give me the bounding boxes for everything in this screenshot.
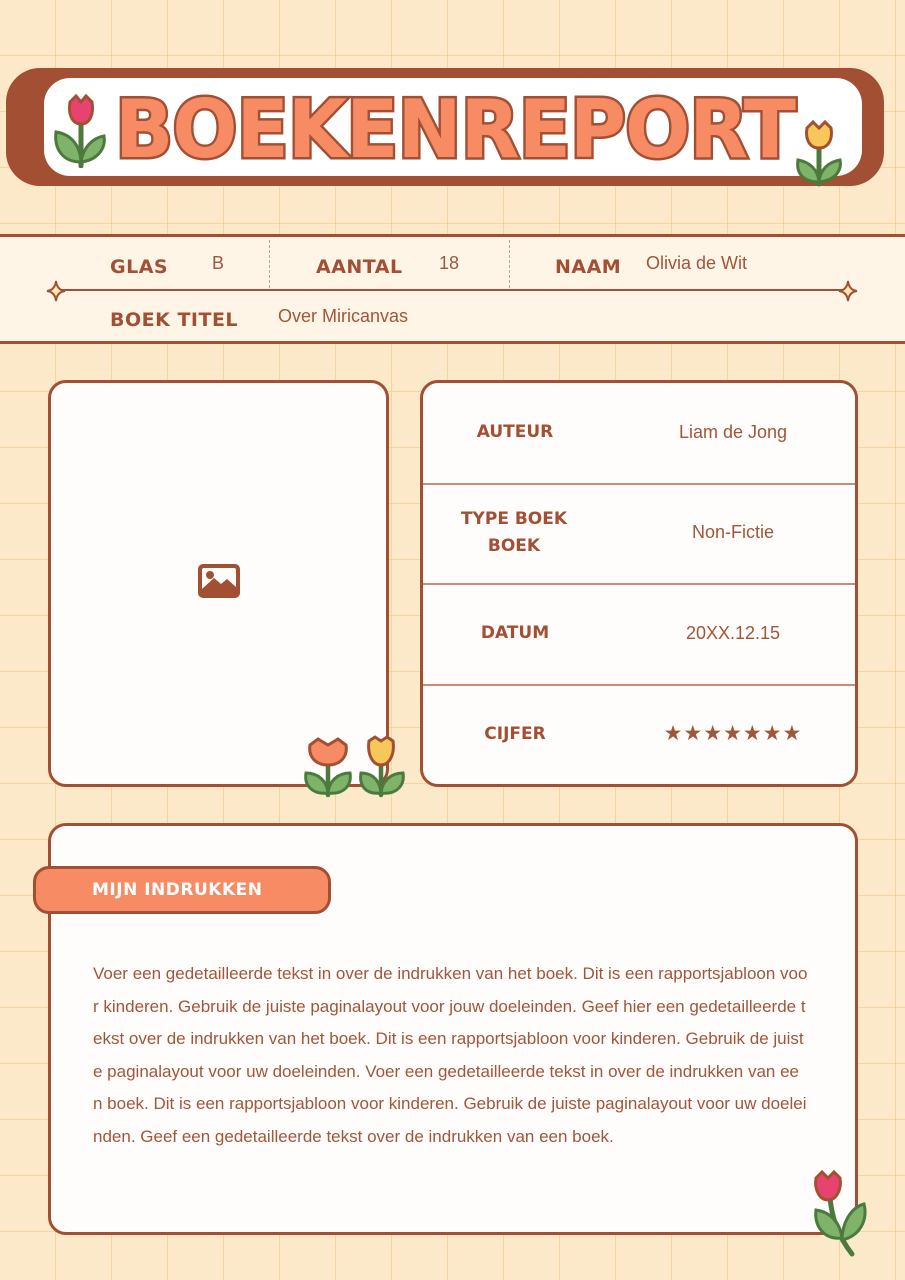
divider — [423, 583, 855, 585]
datum-label: DATUM — [480, 623, 550, 643]
tulip-icon — [357, 735, 407, 799]
image-icon — [197, 563, 241, 599]
diamond-icon — [46, 280, 66, 302]
divider — [509, 240, 510, 288]
auteur-label: AUTEUR — [476, 422, 554, 442]
glas-value: B — [212, 253, 225, 273]
page-title — [0, 60, 905, 190]
divider-line — [56, 289, 848, 291]
tulip-icon — [790, 120, 848, 188]
auteur-value: Liam de Jong — [678, 422, 788, 442]
svg-text:BOEKENREPORT: BOEKENREPORT — [115, 83, 797, 176]
rating-stars[interactable]: ★★★★★★★ — [663, 721, 803, 745]
type-boek-value: Non-Fictie — [691, 522, 775, 542]
aantal-label: AANTAL — [316, 256, 403, 278]
datum-value: 20XX.12.15 — [685, 623, 781, 643]
tulip-icon — [808, 1168, 870, 1258]
naam-value: Olivia de Wit — [646, 253, 748, 273]
type-boek-label: TYPE BOEK BOEK — [460, 509, 568, 556]
divider — [423, 684, 855, 686]
boek-titel-label: BOEK TITEL — [110, 309, 239, 331]
cijfer-label: CIJFER — [484, 724, 546, 744]
naam-label: NAAM — [555, 256, 622, 278]
impressions-heading: MIJN INDRUKKEN — [92, 880, 263, 900]
aantal-value: 18 — [439, 253, 460, 273]
divider — [269, 240, 270, 288]
tulip-icon — [302, 735, 354, 799]
glas-label: GLAS — [110, 256, 169, 278]
tulip-icon — [52, 92, 110, 168]
impressions-text[interactable]: Voer een gedetailleerde tekst in over de indrukken van het boek. Dit is een rapportsjabloon voor kinderen. Gebruik de juiste paginalayout voor jouw doeleinden. Geef hier een gedetailleerde tekst over de indrukken van het boek. Dit is een rapportsjabloon voor kinderen. Gebruik de juiste paginalayout voor uw doeleinden. Voer een gedetailleerde tekst in over de indrukken van een boek. Dit is een rapportsjabloon voor kinderen. Gebruik de juiste paginalayout voor uw doeleinden. Geef een gedetailleerde tekst over de indrukken van een boek. — [93, 964, 808, 1146]
diamond-icon — [838, 280, 858, 302]
boek-titel-value: Over Miricanvas — [278, 306, 409, 326]
divider — [423, 483, 855, 485]
